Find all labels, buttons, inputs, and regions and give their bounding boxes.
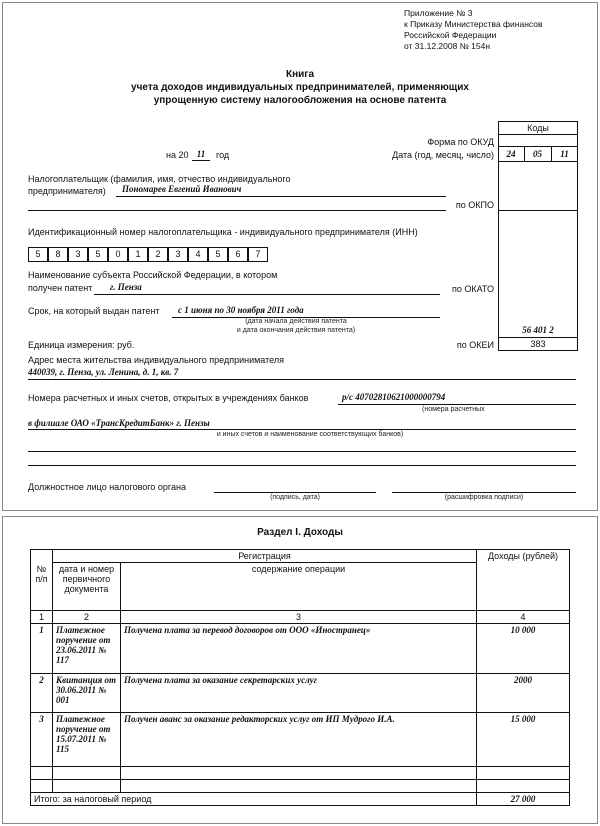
col-doc-header: дата и номер первичного документа xyxy=(53,563,121,611)
bank-underline xyxy=(28,429,576,430)
appendix-line: Российской Федерации xyxy=(404,30,497,40)
table-row-empty xyxy=(31,780,570,793)
codes-divider xyxy=(498,134,578,135)
appendix-line: к Приказу Министерства финансов xyxy=(404,19,543,29)
table-row-empty xyxy=(31,767,570,780)
book-title-line: учета доходов индивидуальных предпринимателей, применяющих xyxy=(131,82,469,93)
okato-label: по ОКАТО xyxy=(451,284,494,294)
section-title: Раздел I. Доходы xyxy=(257,527,343,538)
inn-digit: 0 xyxy=(108,247,128,262)
taxpayer-underline xyxy=(116,196,446,197)
date-label: Дата (год, месяц, число) xyxy=(392,150,494,160)
row-amount: 2000 xyxy=(477,674,570,713)
table-row xyxy=(31,674,570,713)
okei-value: 383 xyxy=(530,339,546,349)
appendix-block xyxy=(404,8,543,52)
book-title-line: Книга xyxy=(285,69,315,80)
taxpayer-underline xyxy=(28,210,446,211)
col-registration-header: Регистрация xyxy=(53,550,477,563)
bank-value: в филиале ОАО «ТрансКредитБанк» г. Пензы xyxy=(28,418,210,428)
codes-divider xyxy=(498,337,578,338)
row-doc: Платежное поручение от 15.07.2011 № 115 xyxy=(53,713,121,767)
row-doc: Квитанция от 30.06.2011 № 001 xyxy=(53,674,121,713)
empty-cell xyxy=(53,767,121,780)
codes-divider xyxy=(498,146,578,147)
codes-divider xyxy=(498,161,578,162)
inn-digit: 8 xyxy=(48,247,68,262)
official-label: Должностное лицо налогового органа xyxy=(28,482,186,492)
row-num: 1 xyxy=(31,624,53,674)
period-value: с 1 июня по 30 ноября 2011 года xyxy=(178,305,304,315)
okud-label: Форма по ОКУД xyxy=(427,137,494,147)
okpo-label: по ОКПО xyxy=(455,200,494,210)
okato-value: 56 401 2 xyxy=(522,325,554,335)
address-underline xyxy=(28,379,576,380)
row-amount: 10 000 xyxy=(477,624,570,674)
decode-hint: (расшифровка подписи) xyxy=(444,494,524,501)
empty-cell xyxy=(477,767,570,780)
date-day-value: 11 xyxy=(560,149,569,159)
column-number: 4 xyxy=(477,611,570,624)
row-num: 3 xyxy=(31,713,53,767)
row-amount: 15 000 xyxy=(477,713,570,767)
accounts-label: Номера расчетных и иных счетов, открытых в учреждениях банков xyxy=(28,393,309,403)
accounts-hint: (номера расчетных xyxy=(422,406,485,413)
signature-line xyxy=(214,492,376,493)
table-row xyxy=(31,624,570,674)
inn-digit: 1 xyxy=(128,247,148,262)
region-label: получен патент xyxy=(28,283,93,293)
address-label: Адрес места жительства индивидуального предпринимателя xyxy=(28,355,284,365)
row-doc: Платежное поручение от 23.06.2011 № 117 xyxy=(53,624,121,674)
row-content: Получена плата за оказание секретарских услуг xyxy=(121,674,477,713)
total-label: Итого: за налоговый период xyxy=(31,793,477,806)
row-content: Получен аванс за оказание редакторских услуг от ИП Мудрого И.А. xyxy=(121,713,477,767)
taxpayer-label: Налогоплательщик (фамилия, имя, отчество индивидуального xyxy=(28,174,291,184)
codes-divider xyxy=(498,210,578,211)
blank-line xyxy=(28,451,576,452)
column-number-row xyxy=(31,611,570,624)
region-label: Наименование субъекта Российской Федерации, в котором xyxy=(28,270,278,280)
col-num-header: № п/п xyxy=(31,550,53,611)
empty-cell xyxy=(31,780,53,793)
inn-digit: 2 xyxy=(148,247,168,262)
year-prefix: на 20 xyxy=(166,150,189,160)
table-row xyxy=(31,713,570,767)
blank-line xyxy=(28,465,576,466)
empty-cell xyxy=(121,767,477,780)
inn-digit: 5 xyxy=(28,247,48,262)
col-content-header: содержание операции xyxy=(121,563,477,611)
empty-cell xyxy=(53,780,121,793)
region-underline xyxy=(94,294,440,295)
book-title-line: упрощенную систему налогообложения на основе патента xyxy=(153,95,447,106)
inn-digit: 3 xyxy=(68,247,88,262)
date-month-value: 05 xyxy=(533,149,542,159)
taxpayer-value: Пономарев Евгений Иванович xyxy=(122,184,242,194)
date-year-value: 24 xyxy=(506,149,516,159)
accounts-value: р/с 40702810621000000794 xyxy=(342,392,446,402)
book-title xyxy=(60,68,540,107)
table-header-row xyxy=(31,550,570,563)
inn-digit: 7 xyxy=(248,247,268,262)
inn-digit: 6 xyxy=(228,247,248,262)
appendix-line: Приложение № 3 xyxy=(404,8,473,18)
total-row xyxy=(31,793,570,806)
taxpayer-label: предпринимателя) xyxy=(28,186,106,196)
empty-cell xyxy=(477,780,570,793)
accounts-underline xyxy=(338,404,576,405)
region-value: г. Пенза xyxy=(110,282,142,292)
okei-label: по ОКЕИ xyxy=(456,340,494,350)
year-underline xyxy=(192,160,210,161)
year-suffix: год xyxy=(216,150,230,160)
col-income-header: Доходы (рублей) xyxy=(477,550,570,611)
decode-line xyxy=(392,492,576,493)
column-number: 1 xyxy=(31,611,53,624)
signature-hint: (подпись, дата) xyxy=(270,494,320,501)
unit-label: Единица измерения: руб. xyxy=(28,340,135,350)
total-value: 27 000 xyxy=(477,793,570,806)
empty-cell xyxy=(121,780,477,793)
codes-header: Коды xyxy=(527,123,549,133)
period-label: Срок, на который выдан патент xyxy=(28,306,160,316)
column-number: 3 xyxy=(121,611,477,624)
inn-digit: 3 xyxy=(168,247,188,262)
inn-digit: 4 xyxy=(188,247,208,262)
address-value: 440039, г. Пенза, ул. Ленина, д. 1, кв. 7 xyxy=(28,367,179,377)
period-hint: (дата начала действия патента xyxy=(245,318,347,325)
inn-digit: 5 xyxy=(208,247,228,262)
empty-cell xyxy=(31,767,53,780)
income-table xyxy=(30,549,570,806)
inn-digit: 5 xyxy=(88,247,108,262)
column-number: 2 xyxy=(53,611,121,624)
inn-label: Идентификационный номер налогоплательщика - индивидуального предпринимателя (ИНН) xyxy=(28,227,418,237)
accounts-hint: и иных счетов и наименование соответствующих банков) xyxy=(216,431,404,438)
row-content: Получена плата за перевод договоров от ООО «Иностранец» xyxy=(121,624,477,674)
appendix-line: от 31.12.2008 № 154н xyxy=(404,41,491,51)
year-value: 11 xyxy=(196,149,206,159)
row-num: 2 xyxy=(31,674,53,713)
period-hint: и дата окончания действия патента) xyxy=(236,327,356,334)
